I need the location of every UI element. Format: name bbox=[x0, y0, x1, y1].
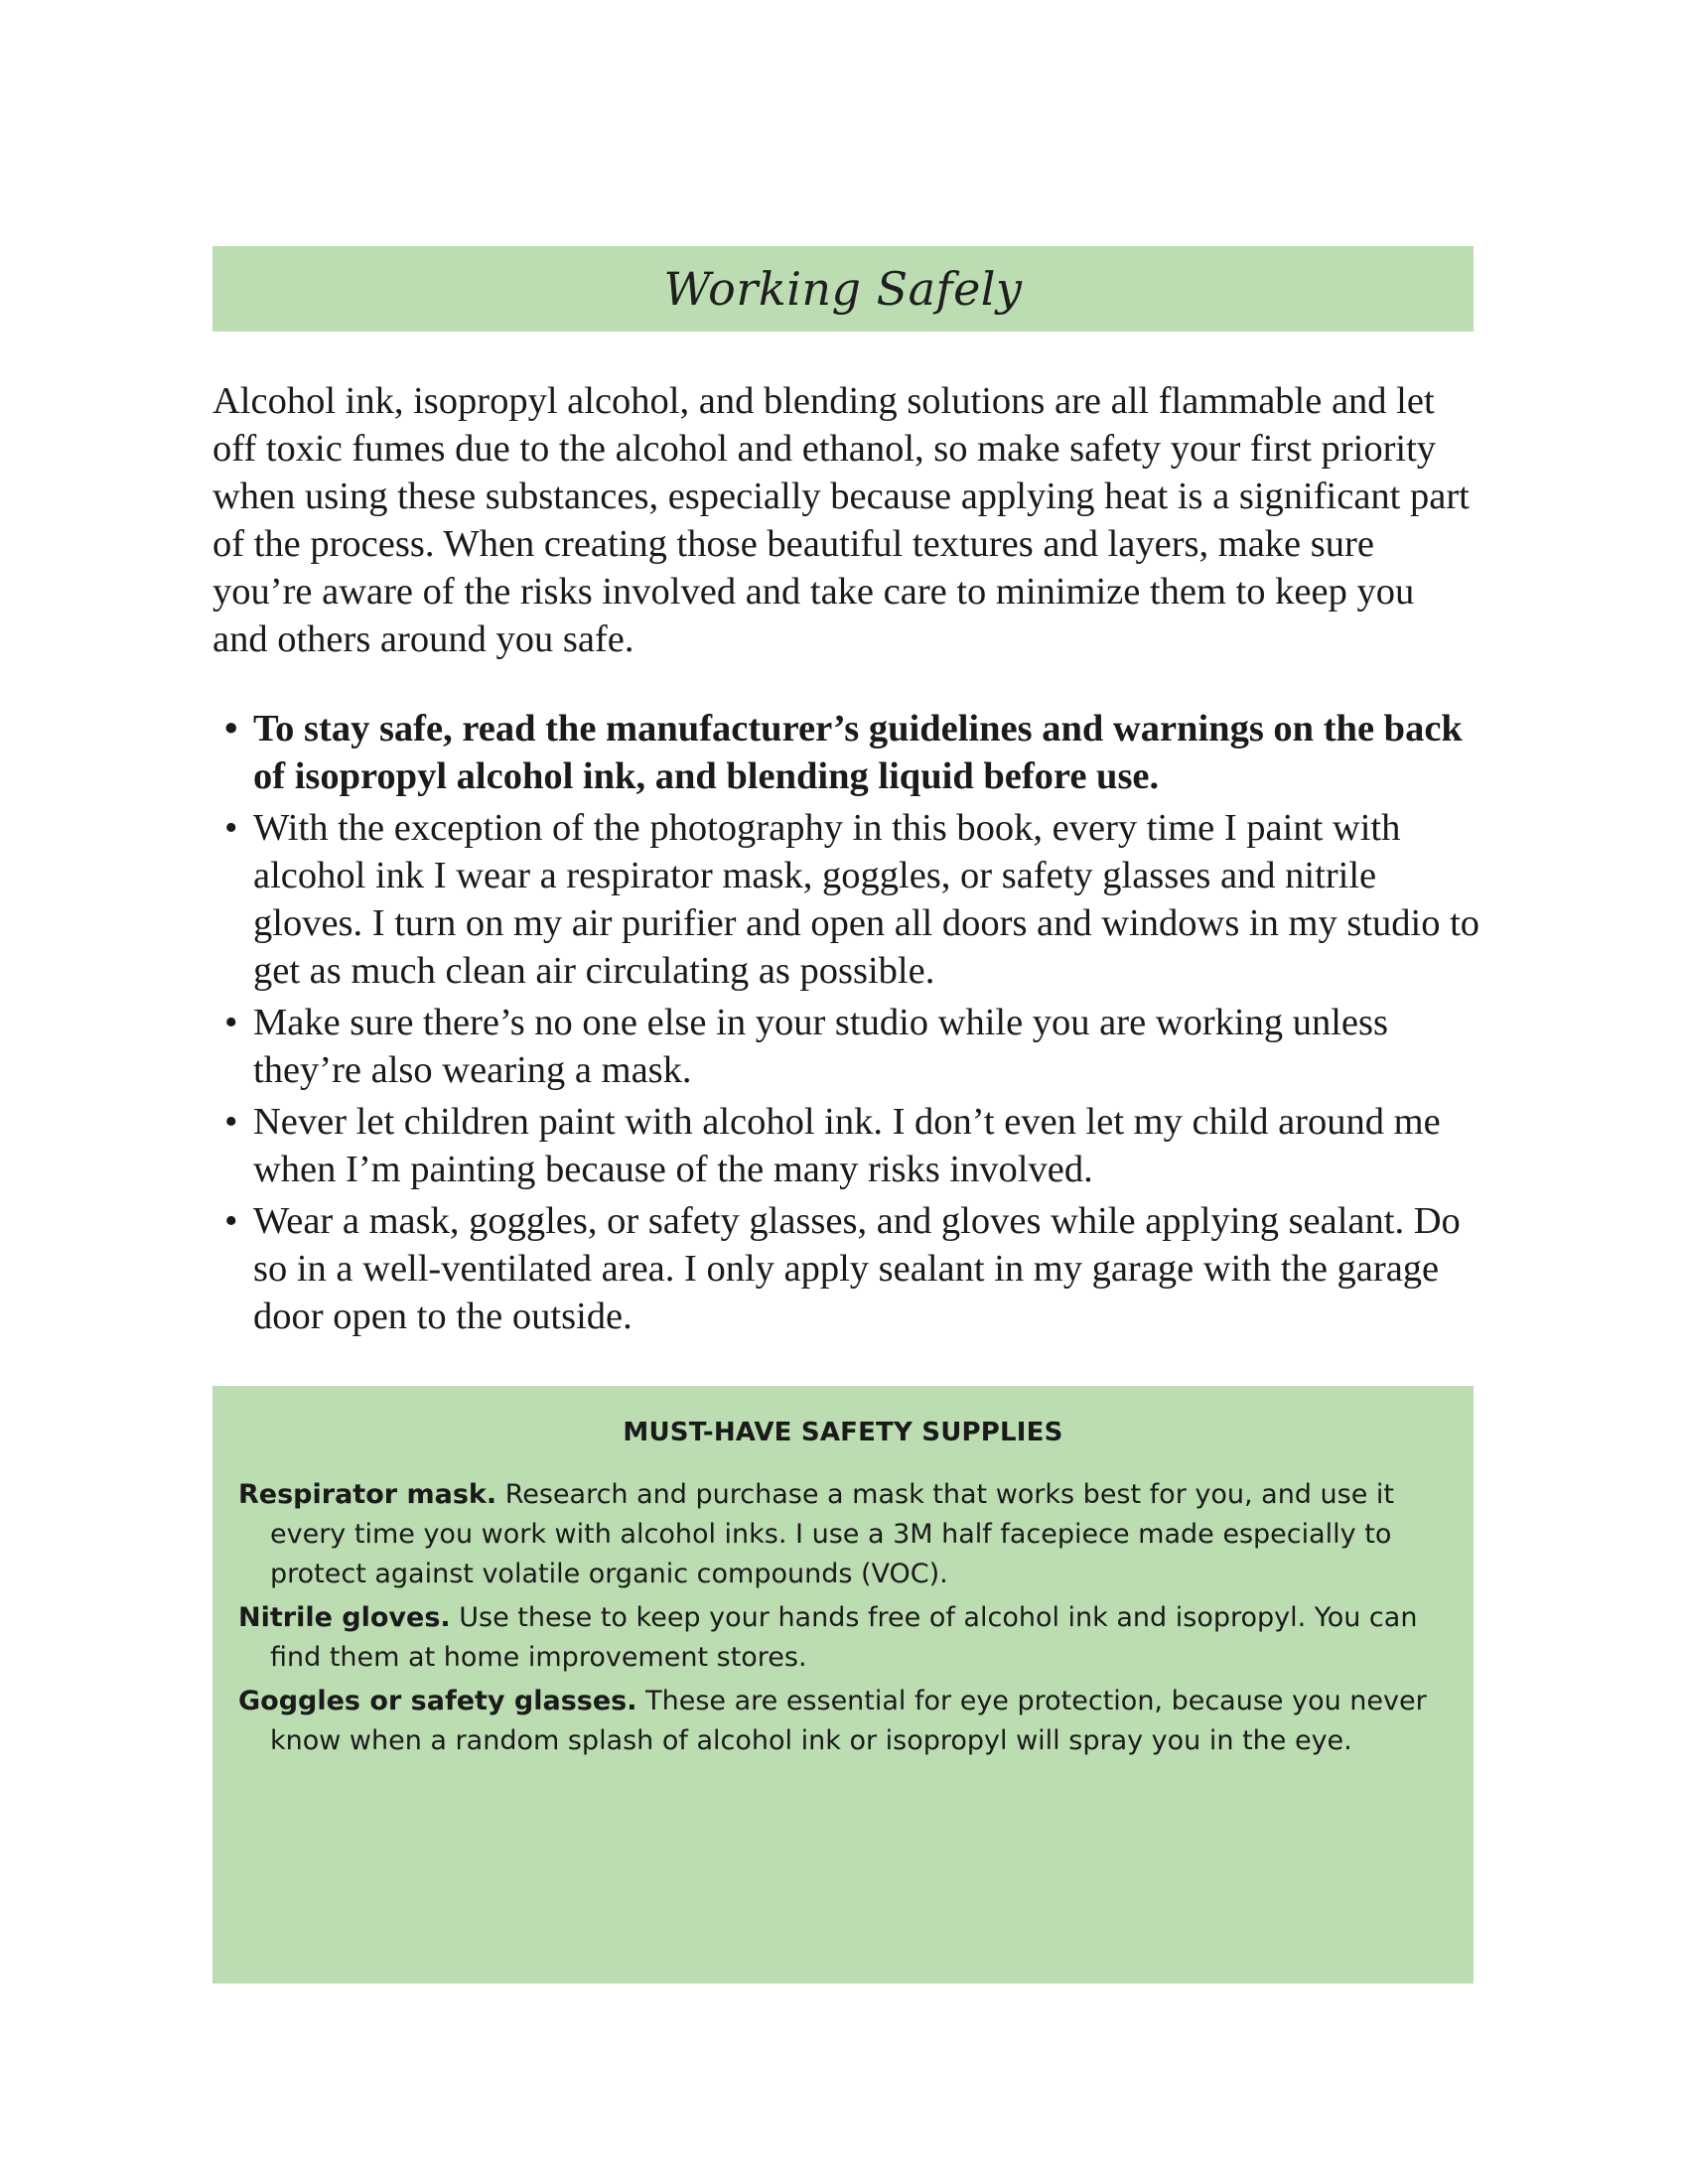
supply-term-respirator: Respirator mask. bbox=[238, 1479, 497, 1510]
supply-item-gloves bbox=[238, 1598, 1460, 1678]
supply-text-goggles: These are essential for eye protection, because you never know when a random splash of alcohol ink or isopropyl will spray you in the eye. bbox=[270, 1686, 1427, 1756]
supply-item-goggles bbox=[238, 1682, 1460, 1761]
supply-item-respirator bbox=[238, 1475, 1460, 1594]
bullet-item-protective-gear: • With the exception of the photography in this book, every time I paint with alcohol ink I wear a respirator mask, goggles, or safety glasses and nitrile gloves. I turn on my air purifier and open all doors and windows in my studio to get as much clean air circulating as possible. bbox=[224, 804, 1483, 995]
bullet-item-sealant: • Wear a mask, goggles, or safety glasses, and gloves while applying sealant. Do so in a well-ventilated area. I only apply sealant in my garage with the garage door open to the outside. bbox=[224, 1197, 1483, 1340]
bullet-item-children: • Never let children paint with alcohol ink. I don’t even let my child around me when I’m painting because of the many risks involved. bbox=[224, 1098, 1483, 1193]
supply-text-gloves: Use these to keep your hands free of alcohol ink and isopropyl. You can find them at home improvement stores. bbox=[270, 1602, 1418, 1673]
supply-text-respirator: Research and purchase a mask that works best for you, and use it every time you work with alcohol inks. I use a 3M half facepiece made especially to protect against volatile organic compounds (VOC). bbox=[270, 1479, 1394, 1589]
intro-paragraph: Alcohol ink, isopropyl alcohol, and blending solutions are all flammable and let off toxic fumes due to the alcohol and ethanol, so make safety your first priority when using these substances, especially because applying heat is a significant part of the process. When creating those beautiful textures and layers, make sure you’re aware of the risks involved and take care to minimize them to keep you and others around you safe. bbox=[212, 380, 1470, 660]
safety-supplies-list bbox=[238, 1475, 1460, 1765]
safety-bullet-list bbox=[224, 705, 1483, 1344]
safety-supplies-box bbox=[212, 1386, 1474, 1983]
bullet-item-guidelines: • To stay safe, read the manufacturer’s guidelines and warnings on the back of isopropyl alcohol ink, and blending liquid before use. bbox=[224, 705, 1483, 800]
safety-supplies-title: MUST-HAVE SAFETY SUPPLIES bbox=[623, 1418, 1063, 1447]
supply-term-gloves: Nitrile gloves. bbox=[238, 1602, 451, 1633]
page-title: Working Safely bbox=[663, 262, 1023, 316]
bullet-item-studio-occupants: • Make sure there’s no one else in your studio while you are working unless they’re also wearing a mask. bbox=[224, 999, 1483, 1094]
supply-term-goggles: Goggles or safety glasses. bbox=[238, 1686, 637, 1716]
title-band bbox=[212, 246, 1474, 332]
